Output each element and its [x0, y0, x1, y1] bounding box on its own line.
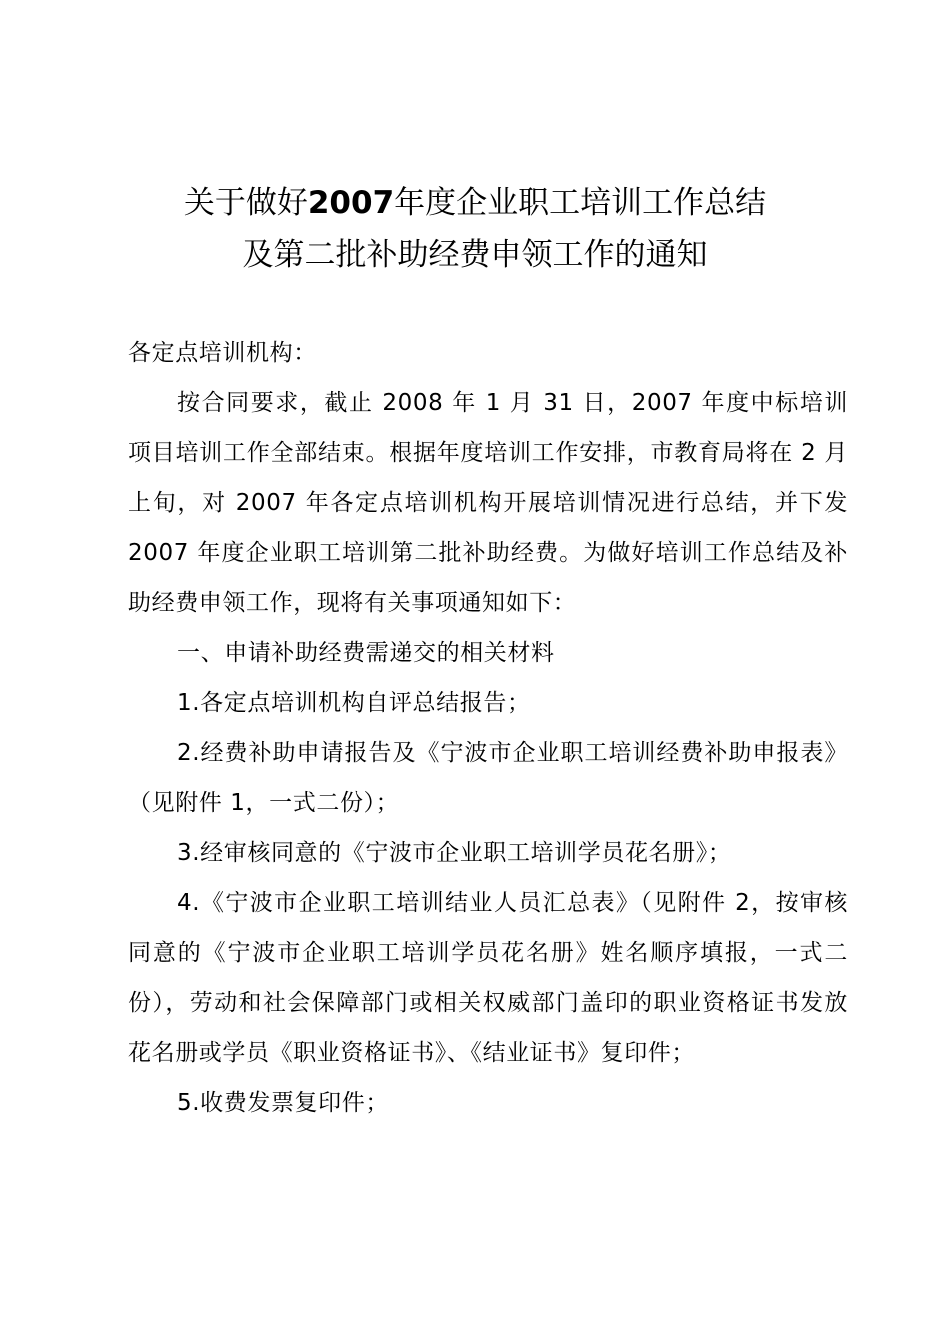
title-year: 2007 — [307, 185, 395, 221]
title-suffix: 年度企业职工培训工作总结 — [394, 185, 767, 221]
section-heading: 一、申请补助经费需递交的相关材料 — [177, 640, 555, 666]
list-item: 3.经审核同意的《宁波市企业职工培训学员花名册》； — [177, 840, 732, 866]
list-item: 1.各定点培训机构自评总结报告； — [177, 690, 531, 716]
list-item: 4.《宁波市企业职工培训结业人员汇总表》（见附件 2，按审核同意的《宁波市企业职工培训学员花名册》姓名顺序填报，一式二份），劳动和社会保障部门或相关权威部门盖印的职业资格证书发放花名册或学员《职业资格证书》、《结业证书》复印件； — [128, 890, 848, 1066]
list-item: 5.收费发票复印件； — [177, 1090, 389, 1116]
list-item: 2.经费补助申请报告及《宁波市企业职工培训经费补助申报表》（见附件 1，一式二份）； — [128, 740, 848, 816]
document-title-line-2: 及第二批补助经费申领工作的通知 — [242, 237, 708, 273]
document-body — [128, 378, 848, 1128]
title-prefix: 关于做好 — [183, 185, 308, 221]
intro-paragraph: 按合同要求，截止 2008 年 1 月 31 日，2007 年度中标培训项目培训工作全部结束。根据年度培训工作安排，市教育局将在 2 月上旬，对 2007 年各定点培训机构开展培训情况进行总结，并下发 2007 年度企业职工培训第二批补助经费。为做好培训工作总结及补助经费申领工作，现将有关事项通知如下： — [128, 390, 848, 616]
salutation: 各定点培训机构： — [128, 340, 317, 366]
document-title-line-1 — [0, 183, 950, 223]
